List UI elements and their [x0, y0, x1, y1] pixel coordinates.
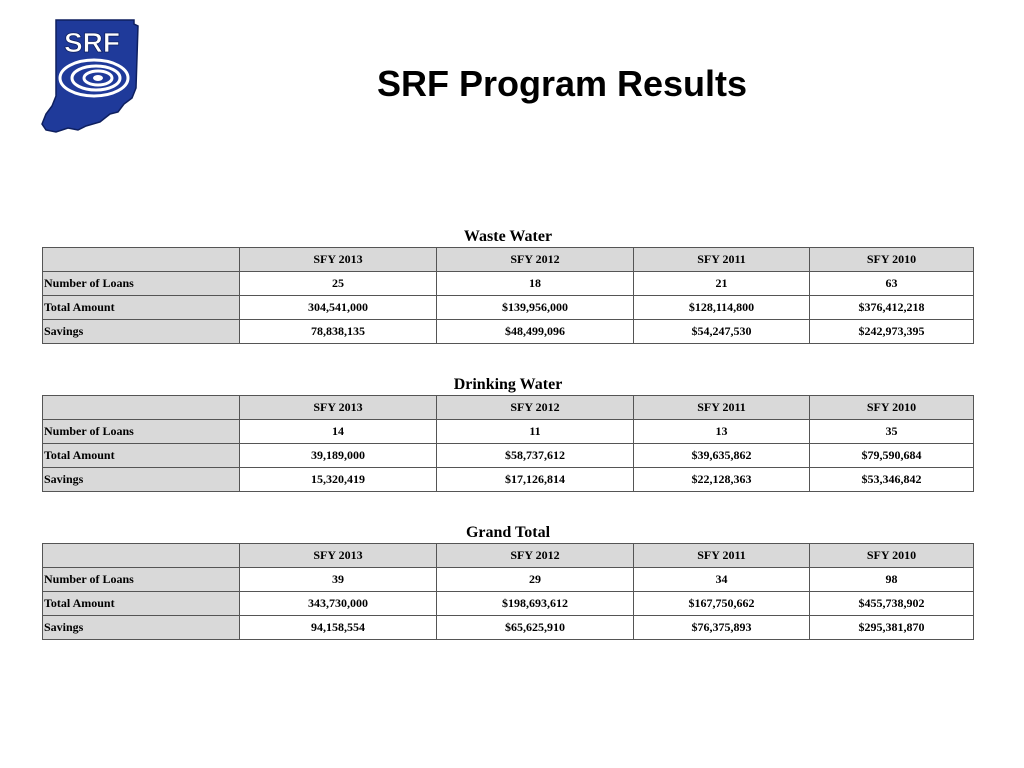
- header-cell: SFY 2013: [240, 248, 437, 272]
- table-cell: 39,189,000: [240, 444, 437, 468]
- table-cell: 63: [810, 272, 974, 296]
- table-cell: 29: [437, 568, 634, 592]
- table-cell: 13: [634, 420, 810, 444]
- header-cell: SFY 2011: [634, 396, 810, 420]
- header-cell: [43, 544, 240, 568]
- header-cell: [43, 248, 240, 272]
- table-cell: $198,693,612: [437, 592, 634, 616]
- table-cell: $76,375,893: [634, 616, 810, 640]
- table-cell: 304,541,000: [240, 296, 437, 320]
- table-cell: 34: [634, 568, 810, 592]
- table-header-row: [43, 544, 974, 568]
- table-row: [43, 320, 974, 344]
- table-cell: $53,346,842: [810, 468, 974, 492]
- table-row: [43, 272, 974, 296]
- table-cell: $54,247,530: [634, 320, 810, 344]
- row-label: Savings: [43, 468, 240, 492]
- row-label: Total Amount: [43, 296, 240, 320]
- table-cell: 18: [437, 272, 634, 296]
- drinking-water-section: [42, 375, 973, 492]
- header-cell: SFY 2012: [437, 248, 634, 272]
- header-cell: SFY 2011: [634, 544, 810, 568]
- page-title: SRF Program Results: [376, 63, 748, 104]
- header-cell: SFY 2010: [810, 544, 974, 568]
- table-cell: $58,737,612: [437, 444, 634, 468]
- section-title: Drinking Water: [453, 376, 563, 393]
- row-label: Total Amount: [43, 444, 240, 468]
- table-cell: $65,625,910: [437, 616, 634, 640]
- table-cell: $17,126,814: [437, 468, 634, 492]
- table-cell: 94,158,554: [240, 616, 437, 640]
- header-cell: SFY 2010: [810, 248, 974, 272]
- grand-total-section: [42, 523, 973, 640]
- waste-water-section: [42, 227, 973, 344]
- table-row: [43, 592, 974, 616]
- table-header-row: [43, 248, 974, 272]
- section-title: Grand Total: [465, 524, 551, 541]
- row-label: Total Amount: [43, 592, 240, 616]
- row-label: Number of Loans: [43, 568, 240, 592]
- table-cell: 39: [240, 568, 437, 592]
- table-row: [43, 468, 974, 492]
- table-cell: $79,590,684: [810, 444, 974, 468]
- table-cell: 35: [810, 420, 974, 444]
- header-cell: SFY 2010: [810, 396, 974, 420]
- table-cell: $376,412,218: [810, 296, 974, 320]
- row-label: Savings: [43, 616, 240, 640]
- grand-total-table: [42, 543, 974, 640]
- table-cell: 78,838,135: [240, 320, 437, 344]
- row-label: Savings: [43, 320, 240, 344]
- header-cell: SFY 2012: [437, 396, 634, 420]
- header-cell: SFY 2012: [437, 544, 634, 568]
- table-header-row: [43, 396, 974, 420]
- header-cell: SFY 2013: [240, 396, 437, 420]
- table-cell: 15,320,419: [240, 468, 437, 492]
- logo-text: SRF: [64, 27, 120, 58]
- waste-water-table: [42, 247, 974, 344]
- section-title: Waste Water: [463, 228, 553, 245]
- table-cell: $295,381,870: [810, 616, 974, 640]
- table-cell: $242,973,395: [810, 320, 974, 344]
- table-cell: $22,128,363: [634, 468, 810, 492]
- row-label: Number of Loans: [43, 272, 240, 296]
- table-cell: 25: [240, 272, 437, 296]
- table-row: [43, 568, 974, 592]
- header-cell: [43, 396, 240, 420]
- table-cell: $139,956,000: [437, 296, 634, 320]
- table-cell: $48,499,096: [437, 320, 634, 344]
- table-cell: 11: [437, 420, 634, 444]
- header-cell: SFY 2011: [634, 248, 810, 272]
- table-cell: $128,114,800: [634, 296, 810, 320]
- table-row: [43, 420, 974, 444]
- table-row: [43, 616, 974, 640]
- table-cell: $455,738,902: [810, 592, 974, 616]
- table-cell: 14: [240, 420, 437, 444]
- drinking-water-table: [42, 395, 974, 492]
- table-cell: 98: [810, 568, 974, 592]
- header-cell: SFY 2013: [240, 544, 437, 568]
- table-row: [43, 296, 974, 320]
- table-cell: 343,730,000: [240, 592, 437, 616]
- table-cell: $39,635,862: [634, 444, 810, 468]
- table-cell: 21: [634, 272, 810, 296]
- srf-indiana-logo: [38, 18, 142, 136]
- table-cell: $167,750,662: [634, 592, 810, 616]
- row-label: Number of Loans: [43, 420, 240, 444]
- table-row: [43, 444, 974, 468]
